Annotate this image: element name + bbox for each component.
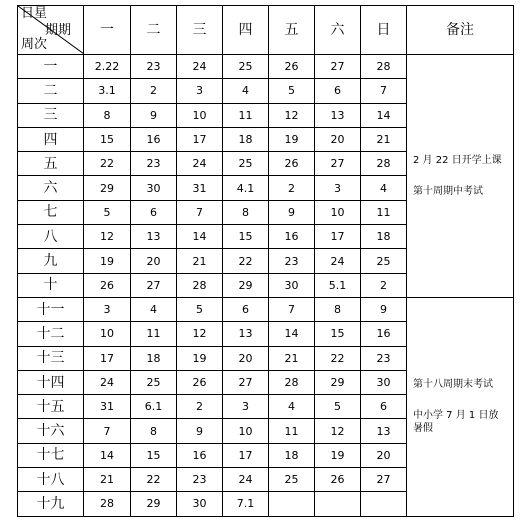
weekday-header: 五 <box>269 6 315 55</box>
week-label-cell: 一 <box>18 55 84 79</box>
day-cell: 16 <box>177 443 223 467</box>
day-cell: 3.1 <box>84 79 131 103</box>
day-cell: 23 <box>131 152 177 176</box>
day-cell: 28 <box>177 273 223 297</box>
day-cell: 13 <box>361 419 407 443</box>
day-cell: 28 <box>361 55 407 79</box>
day-cell: 5 <box>84 200 131 224</box>
day-cell: 25 <box>223 55 269 79</box>
day-cell: 29 <box>315 370 361 394</box>
day-cell: 27 <box>223 370 269 394</box>
day-cell: 27 <box>361 468 407 492</box>
day-cell: 23 <box>361 346 407 370</box>
day-cell: 22 <box>84 152 131 176</box>
weekday-header: 三 <box>177 6 223 55</box>
day-cell: 29 <box>84 176 131 200</box>
day-cell: 12 <box>269 103 315 127</box>
day-cell: 23 <box>177 468 223 492</box>
day-cell: 27 <box>315 55 361 79</box>
day-cell: 13 <box>131 225 177 249</box>
day-cell: 24 <box>315 249 361 273</box>
week-label-cell: 四 <box>18 127 84 151</box>
day-cell: 14 <box>84 443 131 467</box>
day-cell: 17 <box>177 127 223 151</box>
day-cell: 6 <box>315 79 361 103</box>
school-calendar-table <box>17 5 514 517</box>
day-cell: 22 <box>223 249 269 273</box>
week-label-cell: 十 <box>18 273 84 297</box>
day-cell: 7.1 <box>223 492 269 516</box>
day-cell: 16 <box>269 225 315 249</box>
table-row <box>18 297 514 321</box>
day-cell: 4 <box>361 176 407 200</box>
day-cell: 14 <box>269 322 315 346</box>
day-cell: 25 <box>269 468 315 492</box>
day-cell: 2 <box>269 176 315 200</box>
day-cell: 21 <box>84 468 131 492</box>
day-cell: 24 <box>223 468 269 492</box>
notes-cell <box>407 297 514 516</box>
day-cell: 4 <box>269 395 315 419</box>
day-cell: 20 <box>131 249 177 273</box>
day-cell: 24 <box>177 152 223 176</box>
day-cell: 23 <box>269 249 315 273</box>
day-cell: 20 <box>361 443 407 467</box>
day-cell: 4.1 <box>223 176 269 200</box>
day-cell: 27 <box>131 273 177 297</box>
week-label-cell: 三 <box>18 103 84 127</box>
day-cell: 6 <box>361 395 407 419</box>
note-text: 第十周期中考试 <box>413 185 483 197</box>
day-cell: 7 <box>361 79 407 103</box>
day-cell: 8 <box>84 103 131 127</box>
day-cell: 28 <box>361 152 407 176</box>
day-cell: 4 <box>223 79 269 103</box>
day-cell: 18 <box>131 346 177 370</box>
day-cell: 9 <box>361 297 407 321</box>
calendar-body <box>18 55 514 517</box>
day-cell: 11 <box>269 419 315 443</box>
day-cell: 15 <box>131 443 177 467</box>
day-cell: 25 <box>131 370 177 394</box>
week-label-cell: 十七 <box>18 443 84 467</box>
day-cell: 8 <box>223 200 269 224</box>
day-cell: 20 <box>223 346 269 370</box>
day-cell: 10 <box>315 200 361 224</box>
day-cell: 16 <box>361 322 407 346</box>
day-cell: 10 <box>177 103 223 127</box>
day-cell: 21 <box>177 249 223 273</box>
week-label-cell: 七 <box>18 200 84 224</box>
day-cell: 22 <box>315 346 361 370</box>
day-cell: 13 <box>315 103 361 127</box>
day-cell: 26 <box>269 55 315 79</box>
day-cell: 3 <box>177 79 223 103</box>
day-cell: 19 <box>315 443 361 467</box>
day-cell: 24 <box>84 370 131 394</box>
day-cell: 2 <box>177 395 223 419</box>
day-cell: 10 <box>84 322 131 346</box>
day-cell: 22 <box>131 468 177 492</box>
week-label-cell: 五 <box>18 152 84 176</box>
day-cell: 26 <box>177 370 223 394</box>
day-cell: 31 <box>84 395 131 419</box>
day-cell: 19 <box>269 127 315 151</box>
day-cell: 11 <box>131 322 177 346</box>
week-label-cell: 十三 <box>18 346 84 370</box>
day-cell: 13 <box>223 322 269 346</box>
corner-header-cell <box>18 6 84 55</box>
note-text: 2 月 22 日开学上课 <box>413 154 502 166</box>
day-cell: 28 <box>269 370 315 394</box>
header-row <box>18 6 514 55</box>
day-cell: 11 <box>223 103 269 127</box>
day-cell: 17 <box>315 225 361 249</box>
day-cell: 6 <box>131 200 177 224</box>
day-cell: 6 <box>223 297 269 321</box>
day-cell: 3 <box>223 395 269 419</box>
day-cell: 17 <box>223 443 269 467</box>
note-text: 第十八周期末考试 <box>413 379 493 391</box>
week-label-cell: 十九 <box>18 492 84 516</box>
week-label-cell: 十五 <box>18 395 84 419</box>
notes-header: 备注 <box>407 6 514 55</box>
day-cell: 5.1 <box>315 273 361 297</box>
day-cell: 29 <box>131 492 177 516</box>
week-label-cell: 十一 <box>18 297 84 321</box>
day-cell: 16 <box>131 127 177 151</box>
day-cell: 29 <box>223 273 269 297</box>
day-cell: 30 <box>131 176 177 200</box>
day-cell: 12 <box>84 225 131 249</box>
week-label-cell: 十四 <box>18 370 84 394</box>
day-cell: 18 <box>223 127 269 151</box>
day-cell <box>269 492 315 516</box>
day-cell: 15 <box>223 225 269 249</box>
day-cell: 3 <box>315 176 361 200</box>
day-cell: 14 <box>177 225 223 249</box>
day-cell: 3 <box>84 297 131 321</box>
day-cell: 8 <box>131 419 177 443</box>
notes-cell <box>407 55 514 298</box>
weekday-header: 一 <box>84 6 131 55</box>
day-cell: 5 <box>177 297 223 321</box>
corner-day-label: 日星 <box>21 6 48 21</box>
day-cell: 24 <box>177 55 223 79</box>
day-cell: 4 <box>131 297 177 321</box>
day-cell: 19 <box>84 249 131 273</box>
day-cell: 15 <box>315 322 361 346</box>
week-label-cell: 二 <box>18 79 84 103</box>
note-text: 中小学 7 月 1 日放暑假 <box>413 410 499 435</box>
day-cell: 15 <box>84 127 131 151</box>
weekday-header: 四 <box>223 6 269 55</box>
weekday-header: 二 <box>131 6 177 55</box>
corner-period-label: 期期 <box>45 23 72 38</box>
week-label-cell: 九 <box>18 249 84 273</box>
day-cell: 7 <box>269 297 315 321</box>
day-cell: 18 <box>269 443 315 467</box>
day-cell: 26 <box>315 468 361 492</box>
day-cell: 9 <box>131 103 177 127</box>
day-cell: 2 <box>361 273 407 297</box>
day-cell: 10 <box>223 419 269 443</box>
weekday-header: 六 <box>315 6 361 55</box>
week-label-cell: 十八 <box>18 468 84 492</box>
corner-week-label: 周次 <box>21 37 48 52</box>
day-cell: 26 <box>269 152 315 176</box>
day-cell <box>315 492 361 516</box>
day-cell: 21 <box>361 127 407 151</box>
day-cell: 11 <box>361 200 407 224</box>
day-cell: 28 <box>84 492 131 516</box>
day-cell: 20 <box>315 127 361 151</box>
week-label-cell: 六 <box>18 176 84 200</box>
day-cell: 30 <box>269 273 315 297</box>
day-cell: 25 <box>223 152 269 176</box>
day-cell: 12 <box>315 419 361 443</box>
day-cell: 14 <box>361 103 407 127</box>
day-cell: 30 <box>177 492 223 516</box>
day-cell: 12 <box>177 322 223 346</box>
day-cell: 6.1 <box>131 395 177 419</box>
day-cell: 30 <box>361 370 407 394</box>
day-cell: 8 <box>315 297 361 321</box>
day-cell: 17 <box>84 346 131 370</box>
day-cell: 5 <box>315 395 361 419</box>
day-cell: 7 <box>177 200 223 224</box>
day-cell: 5 <box>269 79 315 103</box>
day-cell: 21 <box>269 346 315 370</box>
day-cell: 7 <box>84 419 131 443</box>
week-label-cell: 十二 <box>18 322 84 346</box>
day-cell <box>361 492 407 516</box>
day-cell: 31 <box>177 176 223 200</box>
day-cell: 26 <box>84 273 131 297</box>
day-cell: 9 <box>177 419 223 443</box>
day-cell: 18 <box>361 225 407 249</box>
day-cell: 9 <box>269 200 315 224</box>
day-cell: 23 <box>131 55 177 79</box>
day-cell: 27 <box>315 152 361 176</box>
day-cell: 2 <box>131 79 177 103</box>
week-label-cell: 十六 <box>18 419 84 443</box>
day-cell: 19 <box>177 346 223 370</box>
weekday-header: 日 <box>361 6 407 55</box>
day-cell: 2.22 <box>84 55 131 79</box>
table-row <box>18 55 514 79</box>
day-cell: 25 <box>361 249 407 273</box>
week-label-cell: 八 <box>18 225 84 249</box>
